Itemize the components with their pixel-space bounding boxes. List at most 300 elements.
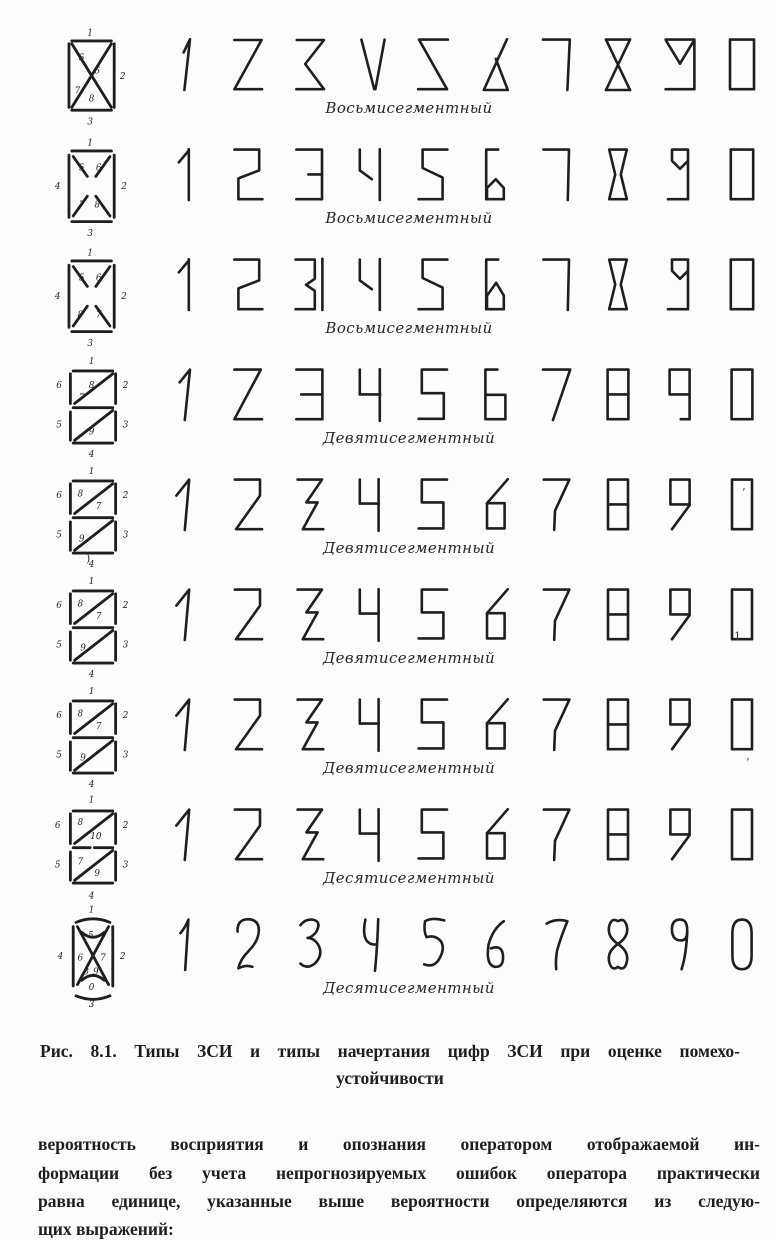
segment-diagram-svg xyxy=(50,24,136,130)
segment-number-label: 7 xyxy=(74,86,81,97)
digit-glyph-svg xyxy=(290,254,330,314)
segment-number-label: 1 xyxy=(88,905,95,916)
segment-count-label: Девятисегментный xyxy=(322,539,496,557)
segment-number-label: 2 xyxy=(121,292,127,303)
digit-glyph-svg xyxy=(166,144,206,204)
digit-glyph-svg xyxy=(413,364,453,424)
segment-diagram xyxy=(34,574,152,680)
digit-glyph-svg xyxy=(228,914,268,974)
segment-number-label: 7 xyxy=(78,393,85,404)
segment-number-label: 8 xyxy=(77,709,84,720)
segment-diagram-svg xyxy=(50,244,136,350)
segment-number-label: 5 xyxy=(78,163,85,174)
digit-glyph-0 xyxy=(722,584,762,644)
digit-glyph-svg xyxy=(166,914,206,974)
digit-glyph-svg xyxy=(351,804,391,864)
segment-number-label: 5 xyxy=(56,530,62,541)
segment-number-label: 7 xyxy=(95,722,102,733)
digit-glyph-svg xyxy=(351,694,391,754)
digit-glyph-6 xyxy=(475,914,515,974)
digit-glyph-6 xyxy=(475,254,515,314)
segment-number-label: 5 xyxy=(56,640,62,651)
segment-number-label: 9 xyxy=(80,753,86,764)
digit-glyph-svg xyxy=(537,144,577,204)
digit-glyph-4 xyxy=(351,34,391,94)
scan-artifact: ’ xyxy=(746,756,750,769)
digit-row xyxy=(166,364,762,424)
segment-number-label: 3 xyxy=(87,228,93,239)
display-row-8 xyxy=(34,792,780,902)
segment-number-label: 9 xyxy=(94,868,101,879)
digit-glyph-svg xyxy=(290,364,330,424)
digit-glyph-8 xyxy=(598,364,638,424)
digit-glyph-svg xyxy=(413,34,453,94)
digit-glyph-5 xyxy=(413,364,453,424)
digit-row xyxy=(166,474,762,534)
digit-glyph-4 xyxy=(351,584,391,644)
segment-number-label: 1 xyxy=(87,28,93,39)
segment-number-label: 2 xyxy=(121,182,127,193)
segment-number-label: 3 xyxy=(122,750,129,761)
segment-number-label: 9 xyxy=(80,643,86,654)
digit-glyph-8 xyxy=(598,144,638,204)
scan-artifact: ’ xyxy=(742,486,746,499)
digit-glyph-5 xyxy=(413,914,453,974)
segment-number-label: 7 xyxy=(100,953,106,964)
digit-glyph-0 xyxy=(722,474,762,534)
segment-diagram xyxy=(34,464,152,570)
digit-glyph-svg xyxy=(722,694,762,754)
digit-glyph-3 xyxy=(290,914,330,974)
digit-row xyxy=(166,694,762,754)
segment-number-label: 9 xyxy=(93,967,99,978)
segment-diagram-svg xyxy=(50,904,136,1010)
display-row-3 xyxy=(34,242,780,352)
digit-glyph-4 xyxy=(351,364,391,424)
digit-glyph-svg xyxy=(598,364,638,424)
digit-glyph-svg xyxy=(722,254,762,314)
digit-glyph-8 xyxy=(598,584,638,644)
digit-glyph-9 xyxy=(660,584,700,644)
digit-glyph-1 xyxy=(166,804,206,864)
digit-glyph-svg xyxy=(598,804,638,864)
digit-glyph-3 xyxy=(290,694,330,754)
digit-glyph-6 xyxy=(475,584,515,644)
digit-glyph-svg xyxy=(413,914,453,974)
digit-glyph-svg xyxy=(290,474,330,534)
digit-glyph-6 xyxy=(475,144,515,204)
segment-number-label: 8 xyxy=(83,967,89,978)
digit-glyph-svg xyxy=(228,584,268,644)
display-row-1 xyxy=(34,22,780,132)
segment-number-label: 7 xyxy=(77,857,84,868)
digit-glyph-6 xyxy=(475,804,515,864)
digit-glyph-svg xyxy=(413,694,453,754)
segment-count-label: Восьмисегментный xyxy=(325,209,493,227)
digit-row xyxy=(166,804,762,864)
body-line: вероятность восприятия и опознания оператором отображаемой ин- xyxy=(38,1134,760,1155)
digit-glyph-0 xyxy=(722,254,762,314)
digit-glyph-svg xyxy=(660,144,700,204)
digit-glyph-9 xyxy=(660,254,700,314)
segment-diagram xyxy=(34,24,152,130)
segment-number-label: 6 xyxy=(54,820,61,831)
digit-glyph-svg xyxy=(475,914,515,974)
digit-row xyxy=(166,254,762,314)
digit-glyph-0 xyxy=(722,364,762,424)
segment-number-label: 9 xyxy=(78,534,85,545)
digit-glyph-svg xyxy=(166,364,206,424)
digit-glyph-svg xyxy=(166,34,206,94)
digit-row xyxy=(166,584,762,644)
segment-number-label: 1 xyxy=(88,686,95,697)
digit-glyph-7 xyxy=(537,144,577,204)
digit-glyph-3 xyxy=(290,364,330,424)
digit-glyph-svg xyxy=(660,584,700,644)
digit-glyph-svg xyxy=(537,584,577,644)
digit-glyph-3 xyxy=(290,584,330,644)
figure-caption-line1: Рис. 8.1. Типы ЗСИ и типы начертания цифр ЗСИ при оценке помехо- xyxy=(40,1041,740,1061)
digit-glyph-2 xyxy=(228,584,268,644)
digit-glyph-svg xyxy=(660,694,700,754)
digit-glyph-svg xyxy=(722,804,762,864)
digit-strip xyxy=(166,902,780,997)
segment-number-label: 4 xyxy=(57,952,64,963)
digit-glyph-1 xyxy=(166,474,206,534)
digit-glyph-svg xyxy=(351,144,391,204)
digit-glyph-3 xyxy=(290,804,330,864)
digit-glyph-4 xyxy=(351,254,391,314)
digit-glyph-9 xyxy=(660,144,700,204)
digit-glyph-svg xyxy=(166,694,206,754)
digit-glyph-7 xyxy=(537,694,577,754)
segment-number-label: 7 xyxy=(95,612,102,623)
digit-glyph-svg xyxy=(413,804,453,864)
digit-glyph-7 xyxy=(537,584,577,644)
digit-glyph-0 xyxy=(722,914,762,974)
segment-diagram xyxy=(34,904,152,1010)
digit-glyph-0 xyxy=(722,34,762,94)
segment-number-label: 1 xyxy=(88,466,95,477)
segment-number-label: 2 xyxy=(122,380,129,391)
body-line: формации без учета непрогнозируемых ошибок оператора практически xyxy=(38,1162,760,1183)
segment-number-label: 6 xyxy=(95,273,102,284)
digit-glyph-svg xyxy=(598,34,638,94)
digit-glyph-svg xyxy=(413,144,453,204)
digit-glyph-svg xyxy=(351,474,391,534)
segment-count-label: Десятисегментный xyxy=(323,979,495,997)
digit-glyph-6 xyxy=(475,364,515,424)
digit-glyph-5 xyxy=(413,584,453,644)
digit-row xyxy=(166,914,762,974)
segment-diagram-svg xyxy=(50,684,136,790)
digit-glyph-svg xyxy=(228,474,268,534)
digit-glyph-4 xyxy=(351,804,391,864)
digit-glyph-svg xyxy=(598,584,638,644)
body-paragraph xyxy=(38,1130,760,1243)
digit-glyph-svg xyxy=(598,474,638,534)
digit-glyph-2 xyxy=(228,694,268,754)
digit-glyph-1 xyxy=(166,914,206,974)
digit-glyph-2 xyxy=(228,364,268,424)
digit-glyph-8 xyxy=(598,804,638,864)
digit-glyph-7 xyxy=(537,34,577,94)
digit-glyph-svg xyxy=(537,694,577,754)
digit-glyph-7 xyxy=(537,474,577,534)
digit-glyph-4 xyxy=(351,914,391,974)
display-row-7 xyxy=(34,682,780,792)
digit-glyph-9 xyxy=(660,34,700,94)
digit-glyph-9 xyxy=(660,474,700,534)
digit-glyph-svg xyxy=(166,254,206,314)
segment-number-label: 1 xyxy=(88,356,95,367)
digit-glyph-2 xyxy=(228,144,268,204)
digit-glyph-svg xyxy=(351,254,391,314)
digit-glyph-3 xyxy=(290,34,330,94)
digit-glyph-svg xyxy=(660,364,700,424)
digit-glyph-6 xyxy=(475,474,515,534)
digit-glyph-8 xyxy=(598,34,638,94)
digit-strip xyxy=(166,22,780,117)
segment-diagram xyxy=(34,794,152,900)
segment-number-label: 1 xyxy=(88,795,95,806)
segment-number-label: 6 xyxy=(77,953,84,964)
digit-glyph-svg xyxy=(290,584,330,644)
digit-glyph-1 xyxy=(166,694,206,754)
display-row-4 xyxy=(34,352,780,462)
digit-glyph-0 xyxy=(722,694,762,754)
segment-number-label: 4 xyxy=(54,292,61,303)
segment-number-label: 9 xyxy=(88,427,95,438)
digit-glyph-svg xyxy=(351,34,391,94)
digit-glyph-svg xyxy=(290,914,330,974)
segment-number-label: 5 xyxy=(78,53,85,64)
segment-count-label: Восьмисегментный xyxy=(325,319,493,337)
figure-caption xyxy=(0,1038,780,1092)
segment-diagram-svg xyxy=(50,354,136,460)
segment-number-label: 2 xyxy=(119,72,126,83)
digit-glyph-svg xyxy=(290,34,330,94)
digit-glyph-svg xyxy=(537,914,577,974)
segment-number-label: 4 xyxy=(88,450,95,460)
digit-glyph-svg xyxy=(475,144,515,204)
digit-glyph-8 xyxy=(598,254,638,314)
segment-number-label: 1 xyxy=(87,248,93,259)
digit-glyph-svg xyxy=(537,34,577,94)
digit-glyph-3 xyxy=(290,474,330,534)
digit-glyph-2 xyxy=(228,804,268,864)
digit-glyph-svg xyxy=(722,364,762,424)
digit-glyph-0 xyxy=(722,804,762,864)
digit-glyph-svg xyxy=(537,804,577,864)
digit-glyph-svg xyxy=(290,694,330,754)
digit-glyph-8 xyxy=(598,474,638,534)
digit-glyph-5 xyxy=(413,254,453,314)
digit-glyph-svg xyxy=(722,144,762,204)
segment-number-label: 1 xyxy=(87,138,93,149)
digit-glyph-4 xyxy=(351,474,391,534)
segment-number-label: 3 xyxy=(87,338,93,349)
segment-number-label: 8 xyxy=(88,380,95,391)
segment-count-label: Девятисегментный xyxy=(322,649,496,667)
segment-number-label: 4 xyxy=(88,891,95,900)
segment-diagram xyxy=(34,134,152,240)
segment-number-label: 10 xyxy=(90,832,102,843)
digit-glyph-svg xyxy=(598,914,638,974)
digit-glyph-7 xyxy=(537,804,577,864)
segment-number-label: 8 xyxy=(94,200,101,211)
digit-strip xyxy=(166,462,780,557)
digit-glyph-svg xyxy=(290,804,330,864)
segment-count-label: Десятисегментный xyxy=(323,869,495,887)
segment-number-label: 6 xyxy=(56,490,62,501)
segment-number-label: 4 xyxy=(88,560,95,570)
digit-glyph-3 xyxy=(290,254,330,314)
digit-glyph-svg xyxy=(660,474,700,534)
digit-glyph-9 xyxy=(660,804,700,864)
digit-glyph-9 xyxy=(660,364,700,424)
segment-diagram-svg xyxy=(50,464,136,570)
digit-strip xyxy=(166,572,780,667)
digit-glyph-7 xyxy=(537,914,577,974)
digit-row xyxy=(166,34,762,94)
digit-glyph-8 xyxy=(598,694,638,754)
digit-glyph-5 xyxy=(413,144,453,204)
segment-diagram xyxy=(34,244,152,350)
segment-number-label: 6 xyxy=(56,380,62,391)
digit-glyph-svg xyxy=(475,804,515,864)
segment-diagram-svg xyxy=(50,134,136,240)
segment-number-label: 2 xyxy=(122,600,129,611)
segment-number-label: 6 xyxy=(95,163,102,174)
digit-glyph-svg xyxy=(228,144,268,204)
digit-strip xyxy=(166,242,780,337)
digit-glyph-svg xyxy=(228,364,268,424)
segment-number-label: 2 xyxy=(122,820,129,831)
segment-number-label: 5 xyxy=(88,930,94,941)
digit-glyph-svg xyxy=(475,364,515,424)
display-row-2 xyxy=(34,132,780,242)
segment-number-label: 1 xyxy=(88,576,95,587)
digit-glyph-5 xyxy=(413,694,453,754)
digit-glyph-svg xyxy=(722,34,762,94)
digit-glyph-8 xyxy=(598,914,638,974)
digit-glyph-svg xyxy=(475,254,515,314)
segment-number-label: 3 xyxy=(122,640,129,651)
segment-number-label: 6 xyxy=(56,710,62,721)
segment-diagram-svg xyxy=(50,574,136,680)
digit-glyph-svg xyxy=(413,474,453,534)
digit-glyph-1 xyxy=(166,584,206,644)
digit-glyph-svg xyxy=(660,914,700,974)
segment-number-label: 4 xyxy=(88,670,95,680)
figure-caption-line2: устойчивости xyxy=(336,1068,444,1089)
segment-number-label: 2 xyxy=(122,710,129,721)
segment-number-label: 7 xyxy=(95,310,102,321)
digit-glyph-svg xyxy=(475,584,515,644)
segment-number-label: 8 xyxy=(77,599,84,610)
digit-strip xyxy=(166,132,780,227)
digit-glyph-1 xyxy=(166,34,206,94)
segment-count-label: Девятисегментный xyxy=(322,759,496,777)
digit-strip xyxy=(166,352,780,447)
segment-diagram-svg xyxy=(50,794,136,900)
digit-glyph-2 xyxy=(228,474,268,534)
digit-glyph-9 xyxy=(660,914,700,974)
segment-number-label: 5 xyxy=(78,273,85,284)
scan-artifact: ) xyxy=(86,552,91,565)
digit-glyph-svg xyxy=(351,914,391,974)
segment-number-label: 3 xyxy=(122,860,129,871)
digit-glyph-svg xyxy=(351,364,391,424)
digit-row xyxy=(166,144,762,204)
digit-glyph-svg xyxy=(722,914,762,974)
body-line: щих выражений: xyxy=(38,1219,174,1240)
digit-glyph-svg xyxy=(537,364,577,424)
segment-number-label: 5 xyxy=(56,750,62,761)
segment-number-label: 0 xyxy=(88,983,95,994)
digit-glyph-svg xyxy=(228,34,268,94)
digit-glyph-0 xyxy=(722,144,762,204)
digit-glyph-7 xyxy=(537,254,577,314)
digit-glyph-3 xyxy=(290,144,330,204)
segment-number-label: 5 xyxy=(54,860,61,871)
segment-diagram xyxy=(34,354,152,460)
digit-glyph-2 xyxy=(228,254,268,314)
digit-glyph-9 xyxy=(660,694,700,754)
digit-glyph-svg xyxy=(228,694,268,754)
digit-glyph-7 xyxy=(537,364,577,424)
segment-number-label: 4 xyxy=(88,780,95,790)
digit-glyph-svg xyxy=(660,34,700,94)
segment-number-label: 7 xyxy=(78,200,85,211)
digit-glyph-svg xyxy=(722,584,762,644)
display-row-5 xyxy=(34,462,780,572)
segment-diagram xyxy=(34,684,152,790)
digit-glyph-2 xyxy=(228,914,268,974)
digit-glyph-svg xyxy=(413,254,453,314)
digit-glyph-svg xyxy=(722,474,762,534)
segment-number-label: 8 xyxy=(77,818,84,829)
segment-number-label: 3 xyxy=(87,117,93,128)
digit-glyph-svg xyxy=(598,144,638,204)
segment-number-label: 6 xyxy=(56,600,62,611)
segment-number-label: 3 xyxy=(122,530,129,541)
segment-number-label: 5 xyxy=(56,420,62,431)
body-line: равна единице, указанные выше вероятности определяются из следую- xyxy=(38,1190,760,1211)
segment-number-label: 3 xyxy=(122,420,129,431)
segment-number-label: 6 xyxy=(94,66,101,77)
digit-glyph-1 xyxy=(166,254,206,314)
digit-glyph-6 xyxy=(475,694,515,754)
digit-glyph-svg xyxy=(537,474,577,534)
segment-number-label: 8 xyxy=(77,489,84,500)
digit-glyph-2 xyxy=(228,34,268,94)
digit-glyph-svg xyxy=(475,474,515,534)
digit-glyph-svg xyxy=(537,254,577,314)
digit-glyph-5 xyxy=(413,34,453,94)
segment-number-label: 7 xyxy=(95,502,102,513)
display-row-9 xyxy=(34,902,780,1012)
digit-glyph-svg xyxy=(166,584,206,644)
digit-glyph-svg xyxy=(166,804,206,864)
segment-number-label: 2 xyxy=(122,490,129,501)
digit-glyph-5 xyxy=(413,474,453,534)
segment-number-label: 8 xyxy=(77,310,84,321)
digit-glyph-svg xyxy=(166,474,206,534)
segment-number-label: 2 xyxy=(119,952,126,963)
digit-glyph-svg xyxy=(598,254,638,314)
